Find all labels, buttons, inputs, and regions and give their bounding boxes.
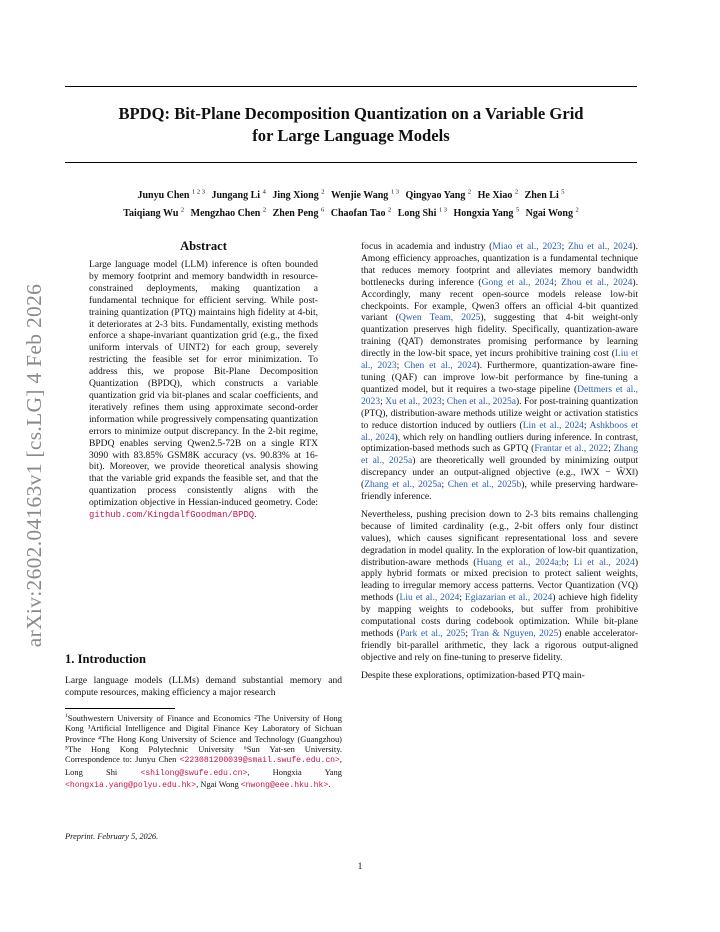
abstract-heading: Abstract <box>180 239 227 253</box>
author-name: Jing Xiong $^2$ <box>272 189 325 202</box>
title-line-2: for Large Language Models <box>252 126 450 145</box>
author-name: Qingyao Yang $^2$ <box>405 189 472 202</box>
abstract-block <box>65 238 342 522</box>
author-name: He Xiao $^2$ <box>477 189 519 202</box>
email-ngai-wong[interactable]: <nwong@eee.hku.hk> <box>240 781 329 791</box>
author-affiliation: 2 <box>262 206 267 214</box>
author-affiliation: 2 <box>180 206 185 214</box>
citation-link[interactable]: Liu et al., 2023 <box>361 348 638 372</box>
author-affiliation: 2 <box>467 189 472 196</box>
right-column <box>361 241 638 688</box>
footnote-correspondence: Correspondence to: Junyu Chen <box>65 754 177 765</box>
citation-link[interactable]: Li et al., 2024 <box>573 556 635 568</box>
author-affiliation: 5 <box>561 189 565 196</box>
title-bottom-rule <box>65 162 637 163</box>
intro-paragraph-3: Despite these explorations, optimization-based PTQ main- <box>361 669 585 681</box>
email-hongxia-yang[interactable]: <hongxia.yang@polyu.edu.hk> <box>65 781 197 791</box>
author-affiliation: 2 <box>387 206 392 214</box>
intro-paragraph-1: focus in academia and industry (Miao et al., 2023; Zhu et al., 2024). Among efficiency approaches, quantization is a fundamental technique that reduces memory footprint and alleviates memory bandwidth bottlenecks during inference (Gong et al., 2024; Zhou et al., 2024). Accordingly, many recent open-source models release low-bit checkpoints. For example, Qwen3 offers an official 4-bit quantized variant (Qwen Team, 2025), suggesting that 4-bit weight-only quantization preserves high fidelity. Specifically, quantization-aware training (QAT) demonstrates promising performance by learning directly in the low-bit space, yet incurs prohibitive training cost (Liu et al., 2023; Chen et al., 2024). Furthermore, quantization-aware fine-tuning (QAF) can improve low-bit performance by fine-tuning a quantized model, but it requires a two-stage pipeline (Dettmers et al., 2023; Xu et al., 2023; Chen et al., 2025a). For post-training quantization (PTQ), distribution-aware methods utilize weight or activation statistics to reduce distortion induced by outliers (Lin et al., 2024; Ashkboos et al., 2024), which rely on handling outliers during inference. In contrast, optimization-based methods such as GPTQ (Frantar et al., 2022; Zhang et al., 2025a) are theoretically well grounded by minimizing output discrepancy under an output-aligned objective (e.g., ‖WX − ŴX‖) (Zhang et al., 2025a; Chen et al., 2025b), while preserving hardware-friendly inference. <box>361 241 639 503</box>
citation-link[interactable]: Qwen Team, 2025 <box>398 312 481 324</box>
author-row-1 <box>65 186 637 204</box>
citation-link[interactable]: Frantar et al., 2022 <box>534 443 609 455</box>
title-top-rule <box>65 86 637 87</box>
author-affiliation: 1 2 3 <box>191 189 205 196</box>
author-affiliation: 2 <box>321 189 325 196</box>
citation-link[interactable]: Zhang et al., 2025a <box>364 479 442 491</box>
citation-link[interactable]: Chen et al., 2025a <box>446 395 516 407</box>
footnote-end: . <box>328 779 331 790</box>
author-row-2 <box>65 204 637 222</box>
footnote-rule <box>65 708 175 709</box>
title-line-1: BPDQ: Bit-Plane Decomposition Quantization on a Variable Grid <box>118 104 584 123</box>
author-name: Ngai Wong $^2$ <box>525 206 579 220</box>
author-name: Jungang Li $^4$ <box>211 189 266 202</box>
affiliations-footnote: $^1$Southwestern University of Finance and Economics ²The University of Hong Kong ³Artificial Intelligence and Digital Finance Key Laboratory of Sichuan Province ⁴The Hong Kong University of Science and Technology (Guangzhou) ⁵The Hong Kong Polytechnic University ⁶Sun Yat-sen University. Correspondence to: Junyu Chen <223081200039@smail.swufe.edu.cn>, Long Shi <shilong@swufe.edu.cn>, Hongxia Yang <hongxia.yang@polyu.edu.hk>, Ngai Wong <nwong@eee.hku.hk>. <box>65 712 343 791</box>
footnote-ngai: , Ngai Wong <box>196 779 239 790</box>
section-heading-introduction: 1. Introduction <box>65 652 146 666</box>
author-name: Long Shi $^{1 3}$ <box>397 206 447 220</box>
citation-link[interactable]: Tran & Nguyen, 2025 <box>471 628 559 639</box>
author-affiliation: 2 <box>575 206 579 214</box>
author-affiliation: 5 <box>515 206 520 214</box>
author-name: Wenjie Wang $^{1 3}$ <box>330 189 399 202</box>
footnote-hongxia: , Hongxia Yang <box>247 766 342 777</box>
citation-link[interactable]: Park et al., 2025 <box>399 628 466 639</box>
author-affiliation: 1 3 <box>390 189 399 196</box>
paper-title <box>65 103 637 147</box>
author-name: Zhen Li $^5$ <box>524 189 565 202</box>
intro-paragraph-left: Large language models (LLMs) demand substantial memory and compute resources, making efficiency a major research <box>65 675 342 698</box>
citation-link[interactable]: Egiazarian et al., 2024 <box>464 592 553 604</box>
author-name: Mengzhao Chen $^2$ <box>190 206 267 220</box>
code-link[interactable]: github.com/KingdalfGoodman/BPDQ <box>89 510 255 521</box>
citation-link[interactable]: Ashkboos et al., 2024 <box>361 419 639 443</box>
author-name: Junyu Chen $^{1 2 3}$ <box>137 189 205 202</box>
citation-link[interactable]: Liu et al., 2024 <box>399 592 460 604</box>
preprint-date: Preprint. February 5, 2026. <box>65 832 159 841</box>
arxiv-sidebar-stamp <box>19 265 51 665</box>
citation-link[interactable]: Huang et al., 2024a;b <box>476 556 567 568</box>
author-name: Zhen Peng $^6$ <box>272 206 325 220</box>
abstract-text: Large language model (LLM) inference is often bounded by memory footprint and memory bandwidth in resource-constrained deployments, making quantization a fundamental technique for efficient serving. While post-training quantization (PTQ) maintains high fidelity at 4-bit, it deteriorates at 2-3 bits. Fundamentally, existing methods enforce a shape-invariant quantization grid (e.g., the fixed uniform intervals of UINT2) for each group, severely restricting the feasible set for error minimization. To address this, we propose Bit-Plane Decomposition Quantization (BPDQ), which constructs a variable quantization grid via bit-planes and scalar coefficients, and iteratively refines them using approximate second-order information while progressively compensating quantization errors to minimize output discrepancy. In the 2-bit regime, BPDQ enables serving Qwen2.5-72B on a single RTX 3090 with 83.85% GSM8K accuracy (vs. 90.83% at 16-bit). Moreover, we provide theoretical analysis showing that the variable grid expands the feasible set, and that the quantization process consistently aligns with the optimization objective in Hessian-induced geometry. Code: github.com/KingdalfGoodman/BPDQ. <box>89 259 318 521</box>
citation-link[interactable]: Chen et al., 2024 <box>404 360 477 372</box>
email-long-shi[interactable]: <shilong@swufe.edu.cn> <box>140 768 248 778</box>
citation-link[interactable]: Gong et al., 2024 <box>481 276 554 288</box>
citation-link[interactable]: Miao et al., 2023 <box>492 241 562 252</box>
citation-link[interactable]: Zhou et al., 2024 <box>561 276 633 288</box>
footnote-affiliations: Southwestern University of Finance and Economics ²The University of Hong Kong ³Artificial Intelligence and Digital Finance Key Laboratory of Sichuan Province ⁴The Hong Kong University of Science and Technology (Guangzhou) ⁵The Hong Kong Polytechnic University ⁶Sun Yat-sen University. <box>65 712 342 755</box>
citation-link[interactable]: Lin et al., 2024 <box>522 419 584 431</box>
footnote-long-shi: , Long Shi <box>65 754 343 777</box>
arxiv-id: arXiv:2602.04163v1 [cs.LG] 4 Feb 2026 <box>22 283 47 647</box>
author-name: Hongxia Yang $^5$ <box>453 206 520 220</box>
author-list <box>65 186 637 222</box>
abstract-body: Large language model (LLM) inference is often bounded by memory footprint and memory bandwidth in resource-constrained deployments, making quantization a fundamental technique for efficient serving. While post-training quantization (PTQ) maintains high fidelity at 4-bit, it deteriorates at 2-3 bits. Fundamentally, existing methods enforce a shape-invariant quantization grid (e.g., the fixed uniform intervals of UINT2) for each group, severely restricting the feasible set for error minimization. To address this, we propose Bit-Plane Decomposition Quantization (BPDQ), which constructs a variable quantization grid via bit-planes and scalar coefficients, and iteratively refines them using approximate second-order information while progressively compensating quantization errors to minimize output discrepancy. In the 2-bit regime, BPDQ enables serving Qwen2.5-72B on a single RTX 3090 with 83.85% GSM8K accuracy (vs. 90.83% at 16-bit). Moreover, we provide theoretical analysis showing that the variable grid expands the feasible set, and that the quantization process consistently aligns with the optimization objective in Hessian-induced geometry. Code: <box>89 259 318 509</box>
email-junyu-chen[interactable]: <223081200039@smail.swufe.edu.cn> <box>179 756 340 766</box>
citation-link[interactable]: Chen et al., 2025b <box>447 479 522 491</box>
author-name: Chaofan Tao $^2$ <box>330 206 392 220</box>
citation-link[interactable]: Zhang et al., 2025a <box>361 443 638 467</box>
citation-link[interactable]: Dettmers et al., 2023 <box>361 383 638 407</box>
author-affiliation: 6 <box>320 206 325 214</box>
citation-link[interactable]: Zhu et al., 2024 <box>568 241 633 252</box>
author-affiliation: 2 <box>514 189 519 196</box>
author-affiliation: 4 <box>262 189 266 196</box>
author-name: Taiqiang Wu $^2$ <box>123 206 185 220</box>
citation-link[interactable]: Xu et al., 2023 <box>385 395 442 407</box>
page-number: 1 <box>357 862 363 872</box>
intro-paragraph-2: Nevertheless, pushing precision down to 2-3 bits remains challenging because of limited cardinality (e.g., 2-bit offers only four distinct values), which causes significant representational loss and severe degradation in model quality. In the exploration of low-bit quantization, distribution-aware methods (Huang et al., 2024a;b; Li et al., 2024) apply hybrid formats or mixed precision to protect salient weights, leading to irregular memory access patterns. Vector Quantization (VQ) methods (Liu et al., 2024; Egiazarian et al., 2024) achieve high fidelity by mapping weights to codebooks, but suffer from prohibitive computational costs during codebook optimization. While bit-plane methods (Park et al., 2025; Tran & Nguyen, 2025) enable accelerator-friendly bit-parallel arithmetic, they lack a rigorous output-aligned objective and rely on fine-tuning to preserve fidelity. <box>361 508 639 663</box>
author-affiliation: 1 3 <box>438 206 447 214</box>
